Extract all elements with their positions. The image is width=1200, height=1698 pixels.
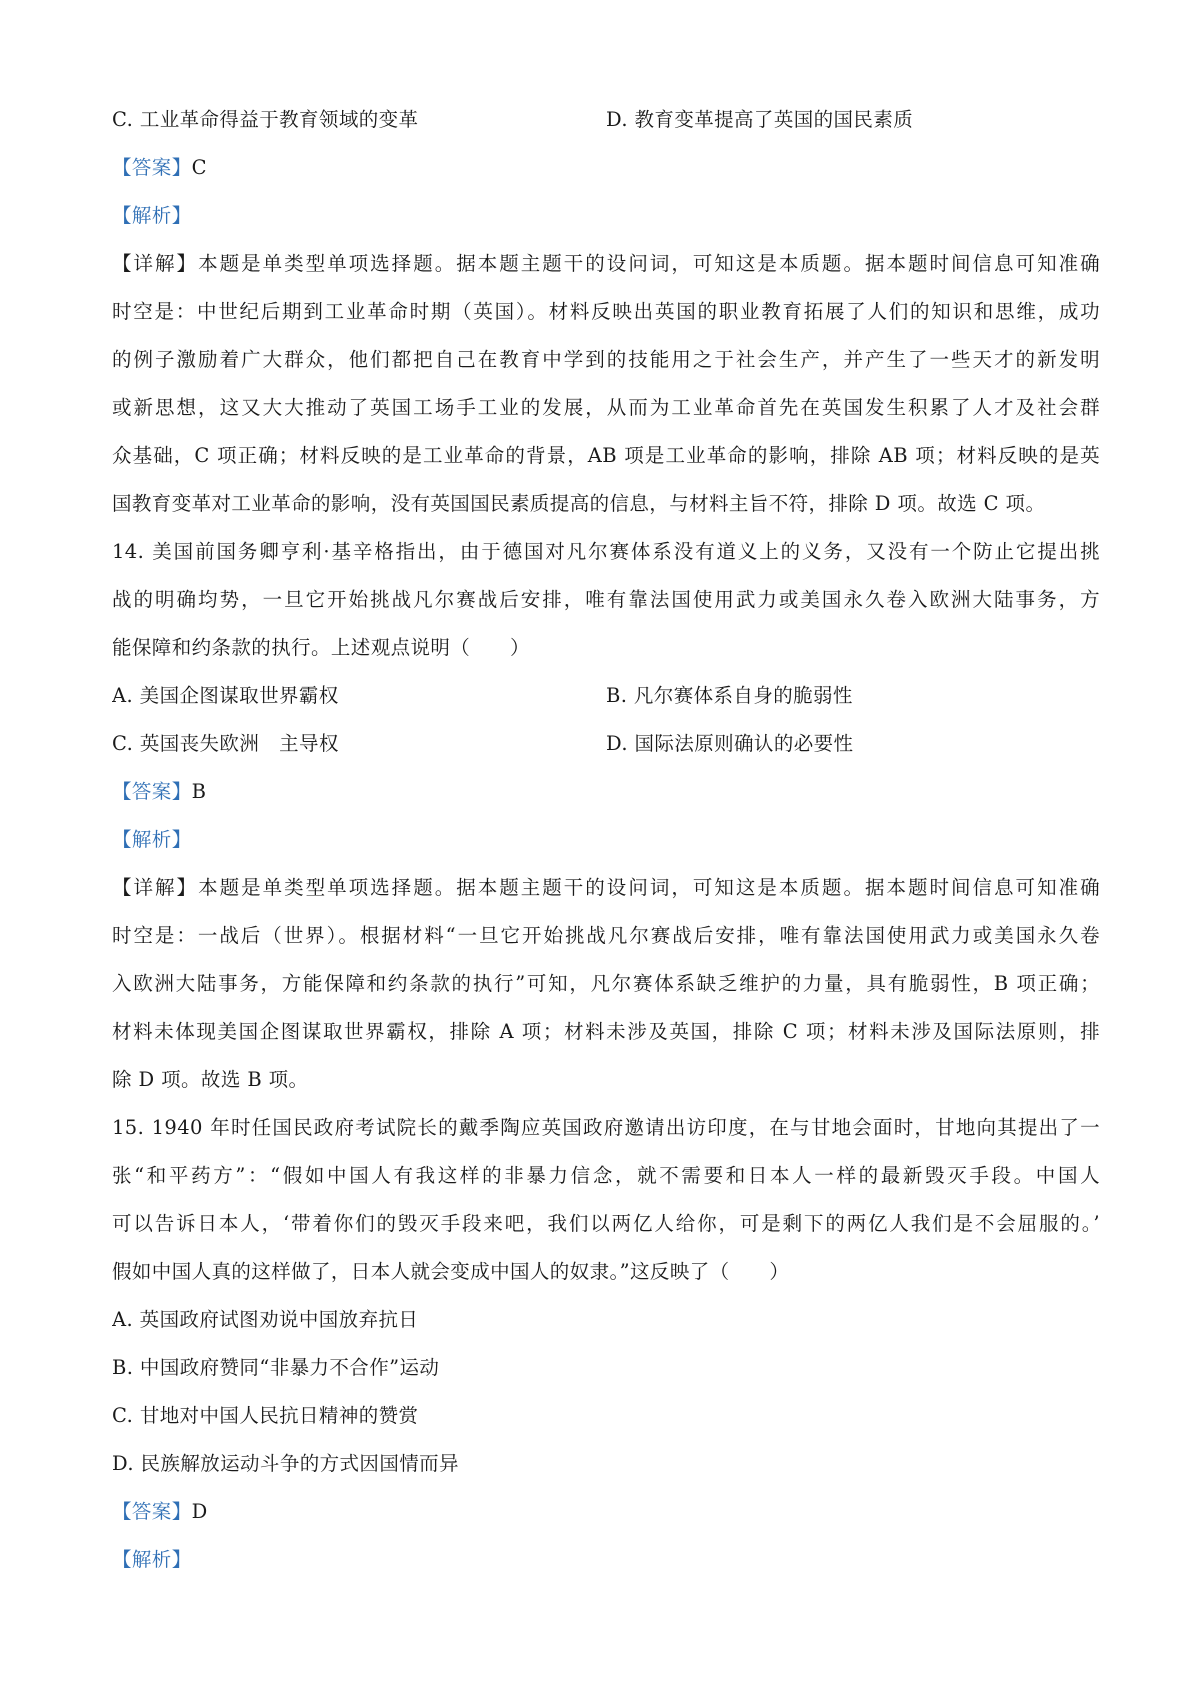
q13-option-d: D. 教育变革提高了英国的国民素质 <box>606 108 914 131</box>
q14-detail-line: 入欧洲大陆事务，方能保障和约条款的执行”可知，凡尔赛体系缺乏维护的力量，具有脆弱性，B 项正确； <box>112 972 1100 995</box>
q13-detail-line: 众基础，C 项正确；材料反映的是工业革命的背景，AB 项是工业革命的影响，排除 AB 项；材料反映的是英 <box>112 444 1100 467</box>
q14-options-cd <box>112 720 1100 768</box>
answer-value: B <box>191 780 207 803</box>
q14-stem-line: 战的明确均势，一旦它开始挑战凡尔赛战后安排，唯有靠法国使用武力或美国永久卷入欧洲大陆事务，方 <box>112 588 1100 611</box>
q14-option-a: A. 美国企图谋取世界霸权 <box>112 684 339 707</box>
q13-detail-line: 或新思想，这又大大推动了英国工场手工业的发展，从而为工业革命首先在英国发生积累了人才及社会群 <box>112 396 1100 419</box>
answer-value: D <box>191 1500 208 1523</box>
q13-answer <box>112 144 1100 192</box>
q15-option-a: A. 英国政府试图劝说中国放弃抗日 <box>112 1308 419 1331</box>
q14-detail-line: 材料未体现美国企图谋取世界霸权，排除 A 项；材料未涉及英国，排除 C 项；材料未涉及国际法原则，排 <box>112 1020 1100 1043</box>
detail-tag: 【详解】 <box>112 876 199 899</box>
q15-option-b: B. 中国政府赞同“非暴力不合作”运动 <box>112 1356 440 1379</box>
q15-stem-line: 假如中国人真的这样做了，日本人就会变成中国人的奴隶。”这反映了（ ） <box>112 1260 790 1283</box>
answer-tag: 【答案】 <box>112 780 192 803</box>
q15-option-c: C. 甘地对中国人民抗日精神的赞赏 <box>112 1404 419 1427</box>
q14-detail-line: 除 D 项。故选 B 项。 <box>112 1068 309 1091</box>
q14-detail-line <box>112 864 1100 912</box>
q14-option-b: B. 凡尔赛体系自身的脆弱性 <box>606 684 853 707</box>
q13-detail-line: 国教育变革对工业革命的影响，没有英国国民素质提高的信息，与材料主旨不符，排除 D 项。故选 C 项。 <box>112 492 1046 515</box>
q15-stem-line: 15. 1940 年时任国民政府考试院长的戴季陶应英国政府邀请出访印度，在与甘地会面时，甘地向其提出了一 <box>112 1116 1100 1139</box>
q13-detail-line <box>112 240 1100 288</box>
q14-analysis <box>112 816 1100 864</box>
q13-detail-line: 时空是：中世纪后期到工业革命时期（英国）。材料反映出英国的职业教育拓展了人们的知识和思维，成功 <box>112 300 1100 323</box>
detail-tag: 【详解】 <box>112 252 199 275</box>
analysis-tag: 【解析】 <box>112 204 192 227</box>
q14-options-ab <box>112 672 1100 720</box>
q15-stem-line: 张“和平药方”：“假如中国人有我这样的非暴力信念，就不需要和日本人一样的最新毁灭手段。中国人 <box>112 1164 1100 1187</box>
answer-value: C <box>191 156 207 179</box>
q13-options-cd <box>112 96 1100 144</box>
q14-stem-line: 能保障和约条款的执行。上述观点说明（ ） <box>112 636 530 659</box>
q15-analysis <box>112 1536 1100 1584</box>
q15-option-d: D. 民族解放运动斗争的方式因国情而异 <box>112 1452 459 1475</box>
q14-stem-line: 14. 美国前国务卿亨利·基辛格指出，由于德国对凡尔赛体系没有道义上的义务，又没有一个防止它提出挑 <box>112 540 1100 563</box>
answer-tag: 【答案】 <box>112 156 192 179</box>
detail-text: 本题是单类型单项选择题。据本题主题干的设问词，可知这是本质题。据本题时间信息可知准确 <box>198 876 1100 899</box>
q14-option-c: C. 英国丧失欧洲 主导权 <box>112 732 339 755</box>
q15-answer <box>112 1488 1100 1536</box>
analysis-tag: 【解析】 <box>112 828 192 851</box>
analysis-tag: 【解析】 <box>112 1548 192 1571</box>
q13-detail-line: 的例子激励着广大群众，他们都把自己在教育中学到的技能用之于社会生产，并产生了一些天才的新发明 <box>112 348 1100 371</box>
q14-option-d: D. 国际法原则确认的必要性 <box>606 732 854 755</box>
detail-text: 本题是单类型单项选择题。据本题主题干的设问词，可知这是本质题。据本题时间信息可知准确 <box>198 252 1100 275</box>
q14-detail-line: 时空是：一战后（世界）。根据材料“一旦它开始挑战凡尔赛战后安排，唯有靠法国使用武力或美国永久卷 <box>112 924 1100 947</box>
q13-analysis <box>112 192 1100 240</box>
q15-stem-line: 可以告诉日本人，‘带着你们的毁灭手段来吧，我们以两亿人给你，可是剩下的两亿人我们是不会屈服的。’ <box>112 1212 1100 1235</box>
q13-option-c: C. 工业革命得益于教育领域的变革 <box>112 108 419 131</box>
q14-answer <box>112 768 1100 816</box>
document-page <box>112 96 1100 1584</box>
answer-tag: 【答案】 <box>112 1500 192 1523</box>
